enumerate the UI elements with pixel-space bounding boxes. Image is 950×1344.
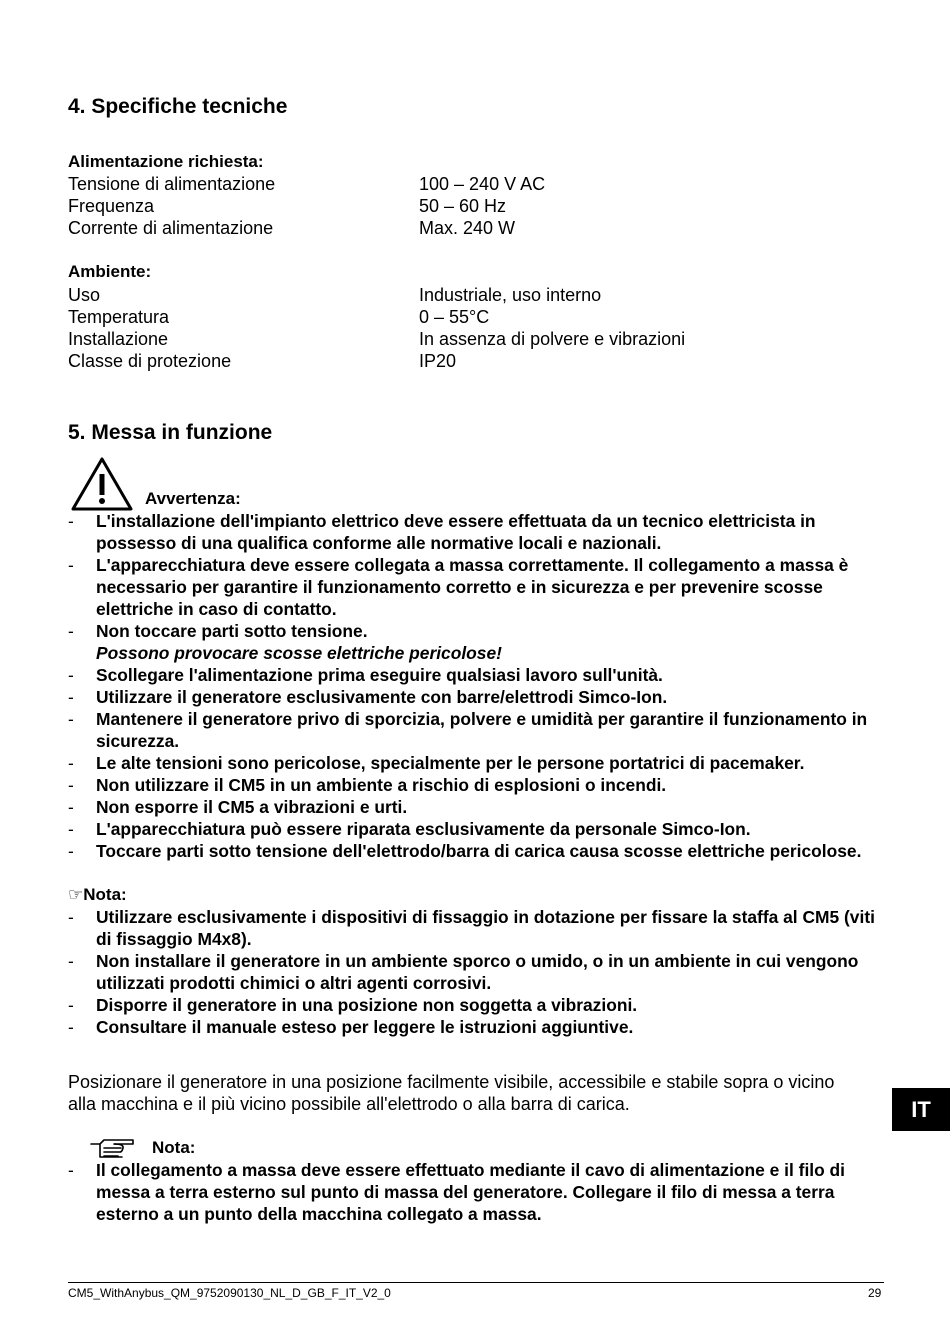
spec-label: Corrente di alimentazione xyxy=(68,218,274,238)
list-item-text: Le alte tensioni sono pericolose, specialmente per le persone portatrici di pacemaker. xyxy=(96,753,805,773)
footer-document-id: CM5_WithAnybus_QM_9752090130_NL_D_GB_F_IT_V2_0 xyxy=(68,1286,391,1300)
list-item xyxy=(68,994,883,1016)
spec-value: 50 – 60 Hz xyxy=(419,196,507,216)
spec-label: Installazione xyxy=(68,329,169,349)
list-item xyxy=(68,906,883,950)
warning-list xyxy=(68,510,883,862)
spec-value: 100 – 240 V AC xyxy=(419,174,546,194)
spec-value: In assenza di polvere e vibrazioni xyxy=(419,329,686,349)
note-heading-2: Nota: xyxy=(152,1138,196,1157)
list-item xyxy=(68,752,883,774)
list-item xyxy=(68,1016,883,1038)
note-heading: ☞Nota: xyxy=(68,885,127,904)
note-list xyxy=(68,906,883,1038)
spec-label: Frequenza xyxy=(68,196,155,216)
list-item xyxy=(68,950,883,994)
list-item xyxy=(68,774,883,796)
list-item xyxy=(68,818,883,840)
section-4-title: 4. Specifiche tecniche xyxy=(68,95,288,118)
list-item xyxy=(68,664,883,686)
list-item xyxy=(68,554,883,620)
section-5-title: 5. Messa in funzione xyxy=(68,421,273,444)
list-item-text: Utilizzare il generatore esclusivamente con barre/elettrodi Simco-Ion. xyxy=(96,687,668,707)
list-item-text: L'apparecchiatura può essere riparata esclusivamente da personale Simco-Ion. xyxy=(96,819,751,839)
placement-paragraph: Posizionare il generatore in una posizione facilmente visibile, accessibile e stabile sopra o vicino alla macchina e il più vicino possibile all'elettrodo o alla barra di carica. xyxy=(68,1072,835,1114)
page-number: 29 xyxy=(868,1286,882,1300)
list-item-text: Non utilizzare il CM5 in un ambiente a rischio di esplosioni o incendi. xyxy=(96,775,667,795)
list-item-text: Toccare parti sotto tensione dell'elettrodo/barra di carica causa scosse elettriche pericolose. xyxy=(96,841,862,861)
list-item-text: Non toccare parti sotto tensione. xyxy=(96,621,368,641)
note-list-2 xyxy=(68,1159,883,1225)
list-item xyxy=(68,796,883,818)
list-item-text: Consultare il manuale esteso per leggere le istruzioni aggiuntive. xyxy=(96,1017,634,1037)
list-item xyxy=(68,840,883,862)
list-item-text: Disporre il generatore in una posizione non soggetta a vibrazioni. xyxy=(96,995,638,1015)
list-item-text: L'installazione dell'impianto elettrico deve essere effettuata da un tecnico elettricista in possesso di una qualifica conforme alle normative locali e nazionali. xyxy=(96,511,816,553)
footer-divider xyxy=(68,1282,884,1283)
list-item xyxy=(68,1159,883,1225)
language-tab: IT xyxy=(892,1088,950,1131)
list-item-text: Mantenere il generatore privo di sporcizia, polvere e umidità per garantire il funzionamento in sicurezza. xyxy=(96,709,868,751)
list-item-emphasis: Possono provocare scosse elettriche pericolose! xyxy=(96,643,502,663)
pointing-hand-icon xyxy=(90,1137,136,1159)
spec-value: 0 – 55°C xyxy=(419,307,490,327)
warning-heading: Avvertenza: xyxy=(145,489,241,508)
warning-triangle-icon xyxy=(70,456,134,512)
list-item-text: Scollegare l'alimentazione prima eseguire qualsiasi lavoro sull'unità. xyxy=(96,665,663,685)
list-item xyxy=(68,510,883,554)
list-item xyxy=(68,620,883,664)
spec-label: Classe di protezione xyxy=(68,351,232,371)
environment-heading: Ambiente: xyxy=(68,262,152,281)
spec-label: Uso xyxy=(68,285,101,305)
spec-value: Max. 240 W xyxy=(419,218,516,238)
list-item-text: Non installare il generatore in un ambiente sporco o umido, o in un ambiente in cui vengono utilizzati prodotti chimici o altri agenti corrosivi. xyxy=(96,951,859,993)
spec-value: Industriale, uso interno xyxy=(419,285,602,305)
list-item-text: Utilizzare esclusivamente i dispositivi di fissaggio in dotazione per fissare la staffa al CM5 (viti di fissaggio M4x8). xyxy=(96,907,875,949)
list-item-text: Il collegamento a massa deve essere effettuato mediante il cavo di alimentazione e il filo di messa a terra esterno sul punto di massa del generatore. Collegare il filo di messa a terra esterno a un punto della macchina collegato a massa. xyxy=(96,1160,846,1224)
spec-value: IP20 xyxy=(419,351,457,371)
list-item xyxy=(68,708,883,752)
list-item xyxy=(68,686,883,708)
list-item-text: Non esporre il CM5 a vibrazioni e urti. xyxy=(96,797,408,817)
power-heading: Alimentazione richiesta: xyxy=(68,152,264,171)
spec-label: Tensione di alimentazione xyxy=(68,174,276,194)
spec-label: Temperatura xyxy=(68,307,170,327)
list-item-text: L'apparecchiatura deve essere collegata a massa correttamente. Il collegamento a massa è necessario per garantire il funzionamento corretto e in sicurezza e per prevenire scosse elettriche in caso di contatto. xyxy=(96,555,849,619)
